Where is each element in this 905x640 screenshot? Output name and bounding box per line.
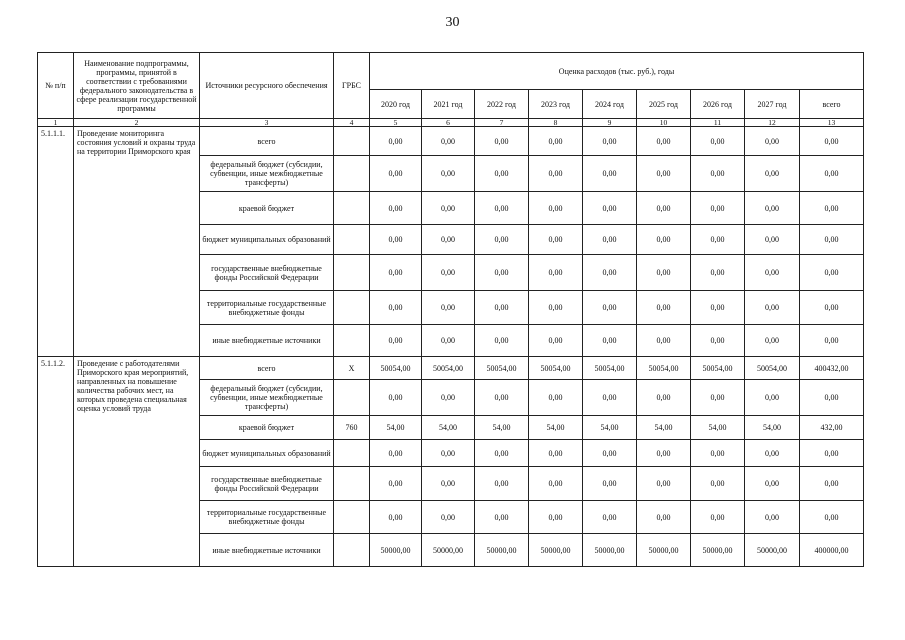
year-value: 0,00 (691, 156, 745, 192)
year-value: 0,00 (583, 156, 637, 192)
year-value: 0,00 (529, 501, 583, 534)
year-value: 0,00 (691, 467, 745, 501)
year-value: 50054,00 (583, 357, 637, 380)
funding-source: иные внебюджетные источники (200, 325, 334, 357)
year-value: 0,00 (745, 380, 800, 416)
year-value: 50000,00 (370, 534, 422, 567)
total-value: 0,00 (800, 156, 864, 192)
year-value: 50000,00 (745, 534, 800, 567)
year-value: 0,00 (475, 192, 529, 225)
year-value: 0,00 (370, 501, 422, 534)
year-value: 0,00 (422, 127, 475, 156)
year-value: 0,00 (422, 225, 475, 255)
year-value: 54,00 (637, 416, 691, 440)
year-value: 0,00 (583, 255, 637, 291)
year-value: 0,00 (422, 501, 475, 534)
col-number: 11 (691, 119, 745, 127)
year-value: 54,00 (583, 416, 637, 440)
year-value: 0,00 (637, 291, 691, 325)
year-value: 0,00 (745, 440, 800, 467)
funding-source: иные внебюджетные источники (200, 534, 334, 567)
year-value: 50054,00 (529, 357, 583, 380)
year-value: 0,00 (475, 380, 529, 416)
total-value: 0,00 (800, 225, 864, 255)
year-value: 0,00 (370, 325, 422, 357)
col-number: 1 (38, 119, 74, 127)
funding-source: федеральный бюджет (субсидии, субвенции, иные межбюджетные трансферты) (200, 156, 334, 192)
grbs-code: 760 (334, 416, 370, 440)
year-value: 0,00 (691, 225, 745, 255)
year-value: 0,00 (691, 501, 745, 534)
page-number: 30 (445, 15, 460, 30)
header-grbs: ГРБС (334, 53, 370, 119)
item-name: Проведение мониторинга состояния условий и охраны труда на территории Приморского края (74, 127, 200, 357)
year-value: 0,00 (475, 127, 529, 156)
year-value: 0,00 (370, 380, 422, 416)
col-number: 5 (370, 119, 422, 127)
col-number: 2 (74, 119, 200, 127)
year-value: 0,00 (583, 467, 637, 501)
year-value: 0,00 (745, 192, 800, 225)
year-value: 0,00 (370, 467, 422, 501)
grbs-code (334, 380, 370, 416)
year-value: 0,00 (475, 156, 529, 192)
year-value: 0,00 (583, 225, 637, 255)
year-value: 0,00 (637, 127, 691, 156)
grbs-code (334, 192, 370, 225)
year-value: 0,00 (745, 291, 800, 325)
header-name: Наименование подпрограммы, программы, принятой в соответствии с требованиями федерального законодательства в сфере реализации государственной программы (74, 53, 200, 119)
year-value: 54,00 (370, 416, 422, 440)
year-value: 54,00 (422, 416, 475, 440)
header-year: 2020 год (370, 90, 422, 119)
year-value: 0,00 (529, 156, 583, 192)
header-year: 2021 год (422, 90, 475, 119)
year-value: 0,00 (529, 192, 583, 225)
col-number: 13 (800, 119, 864, 127)
year-value: 0,00 (370, 127, 422, 156)
year-value: 0,00 (422, 440, 475, 467)
total-value: 0,00 (800, 192, 864, 225)
year-value: 0,00 (422, 291, 475, 325)
grbs-code (334, 156, 370, 192)
year-value: 50000,00 (637, 534, 691, 567)
header-num: № п/п (38, 53, 74, 119)
year-value: 0,00 (745, 225, 800, 255)
year-value: 0,00 (475, 440, 529, 467)
year-value: 0,00 (475, 501, 529, 534)
year-value: 54,00 (529, 416, 583, 440)
year-value: 54,00 (745, 416, 800, 440)
year-value: 0,00 (583, 501, 637, 534)
year-value: 50000,00 (475, 534, 529, 567)
funding-source: бюджет муниципальных образований (200, 225, 334, 255)
funding-source: территориальные государственные внебюджетные фонды (200, 501, 334, 534)
grbs-code (334, 501, 370, 534)
year-value: 0,00 (422, 325, 475, 357)
year-value: 0,00 (583, 127, 637, 156)
year-value: 0,00 (529, 127, 583, 156)
year-value: 0,00 (745, 127, 800, 156)
header-estimate: Оценка расходов (тыс. руб.), годы (370, 53, 864, 90)
funding-source: всего (200, 127, 334, 156)
year-value: 0,00 (475, 325, 529, 357)
header-sources: Источники ресурсного обеспечения (200, 53, 334, 119)
grbs-code (334, 225, 370, 255)
grbs-code: X (334, 357, 370, 380)
total-value: 0,00 (800, 127, 864, 156)
year-value: 0,00 (529, 225, 583, 255)
expenses-table (37, 52, 864, 567)
table-row (38, 357, 864, 380)
year-value: 0,00 (745, 156, 800, 192)
year-value: 50054,00 (745, 357, 800, 380)
year-value: 0,00 (745, 501, 800, 534)
table-row (38, 127, 864, 156)
year-value: 0,00 (691, 127, 745, 156)
year-value: 0,00 (422, 156, 475, 192)
year-value: 0,00 (745, 255, 800, 291)
year-value: 0,00 (370, 440, 422, 467)
header-year: 2027 год (745, 90, 800, 119)
year-value: 0,00 (370, 192, 422, 225)
year-value: 0,00 (370, 255, 422, 291)
year-value: 0,00 (637, 467, 691, 501)
year-value: 50054,00 (422, 357, 475, 380)
year-value: 0,00 (691, 291, 745, 325)
year-value: 0,00 (583, 380, 637, 416)
year-value: 50054,00 (475, 357, 529, 380)
year-value: 0,00 (529, 291, 583, 325)
year-value: 0,00 (422, 255, 475, 291)
year-value: 0,00 (637, 501, 691, 534)
year-value: 0,00 (370, 156, 422, 192)
total-value: 0,00 (800, 467, 864, 501)
funding-source: государственные внебюджетные фонды Российской Федерации (200, 255, 334, 291)
year-value: 0,00 (637, 325, 691, 357)
item-number: 5.1.1.1. (38, 127, 74, 357)
year-value: 0,00 (637, 440, 691, 467)
item-number: 5.1.1.2. (38, 357, 74, 567)
item-name: Проведение с работодателями Приморского края мероприятий, направленных на повышение количества рабочих мест, на которых проведена специальная оценка условий труда (74, 357, 200, 567)
funding-source: всего (200, 357, 334, 380)
year-value: 0,00 (529, 255, 583, 291)
year-value: 0,00 (475, 225, 529, 255)
year-value: 0,00 (422, 380, 475, 416)
year-value: 0,00 (691, 380, 745, 416)
total-value: 400432,00 (800, 357, 864, 380)
year-value: 50054,00 (691, 357, 745, 380)
year-value: 0,00 (637, 192, 691, 225)
year-value: 0,00 (745, 467, 800, 501)
header-year: 2026 год (691, 90, 745, 119)
header-year: 2025 год (637, 90, 691, 119)
header-row-1 (38, 53, 864, 90)
col-number: 4 (334, 119, 370, 127)
total-value: 0,00 (800, 440, 864, 467)
year-value: 0,00 (529, 467, 583, 501)
year-value: 50054,00 (370, 357, 422, 380)
total-value: 432,00 (800, 416, 864, 440)
year-value: 0,00 (475, 291, 529, 325)
year-value: 0,00 (583, 325, 637, 357)
funding-source: территориальные государственные внебюджетные фонды (200, 291, 334, 325)
total-value: 0,00 (800, 380, 864, 416)
year-value: 0,00 (370, 291, 422, 325)
year-value: 0,00 (637, 380, 691, 416)
year-value: 0,00 (637, 156, 691, 192)
year-value: 0,00 (422, 467, 475, 501)
year-value: 0,00 (475, 255, 529, 291)
grbs-code (334, 325, 370, 357)
year-value: 0,00 (529, 380, 583, 416)
header-year: 2024 год (583, 90, 637, 119)
table-body (38, 53, 864, 567)
year-value: 0,00 (637, 225, 691, 255)
year-value: 54,00 (475, 416, 529, 440)
funding-source: бюджет муниципальных образований (200, 440, 334, 467)
grbs-code (334, 440, 370, 467)
funding-source: государственные внебюджетные фонды Российской Федерации (200, 467, 334, 501)
grbs-code (334, 291, 370, 325)
col-number: 12 (745, 119, 800, 127)
total-value: 0,00 (800, 501, 864, 534)
col-number: 3 (200, 119, 334, 127)
year-value: 0,00 (691, 440, 745, 467)
header-year: 2023 год (529, 90, 583, 119)
year-value: 0,00 (370, 225, 422, 255)
grbs-code (334, 127, 370, 156)
grbs-code (334, 467, 370, 501)
grbs-code (334, 255, 370, 291)
header-total: всего (800, 90, 864, 119)
header-year: 2022 год (475, 90, 529, 119)
total-value: 0,00 (800, 255, 864, 291)
year-value: 0,00 (637, 255, 691, 291)
year-value: 0,00 (583, 440, 637, 467)
col-number: 10 (637, 119, 691, 127)
year-value: 50000,00 (691, 534, 745, 567)
year-value: 50054,00 (637, 357, 691, 380)
col-number: 8 (529, 119, 583, 127)
funding-source: федеральный бюджет (субсидии, субвенции, иные межбюджетные трансферты) (200, 380, 334, 416)
year-value: 50000,00 (422, 534, 475, 567)
year-value: 0,00 (691, 192, 745, 225)
year-value: 0,00 (583, 291, 637, 325)
total-value: 400000,00 (800, 534, 864, 567)
year-value: 50000,00 (583, 534, 637, 567)
numbering-row (38, 119, 864, 127)
year-value: 0,00 (529, 325, 583, 357)
col-number: 9 (583, 119, 637, 127)
year-value: 0,00 (529, 440, 583, 467)
total-value: 0,00 (800, 325, 864, 357)
total-value: 0,00 (800, 291, 864, 325)
col-number: 7 (475, 119, 529, 127)
year-value: 0,00 (691, 325, 745, 357)
year-value: 0,00 (691, 255, 745, 291)
year-value: 0,00 (745, 325, 800, 357)
year-value: 0,00 (583, 192, 637, 225)
grbs-code (334, 534, 370, 567)
year-value: 50000,00 (529, 534, 583, 567)
funding-source: краевой бюджет (200, 416, 334, 440)
col-number: 6 (422, 119, 475, 127)
year-value: 0,00 (422, 192, 475, 225)
year-value: 54,00 (691, 416, 745, 440)
funding-source: краевой бюджет (200, 192, 334, 225)
year-value: 0,00 (475, 467, 529, 501)
